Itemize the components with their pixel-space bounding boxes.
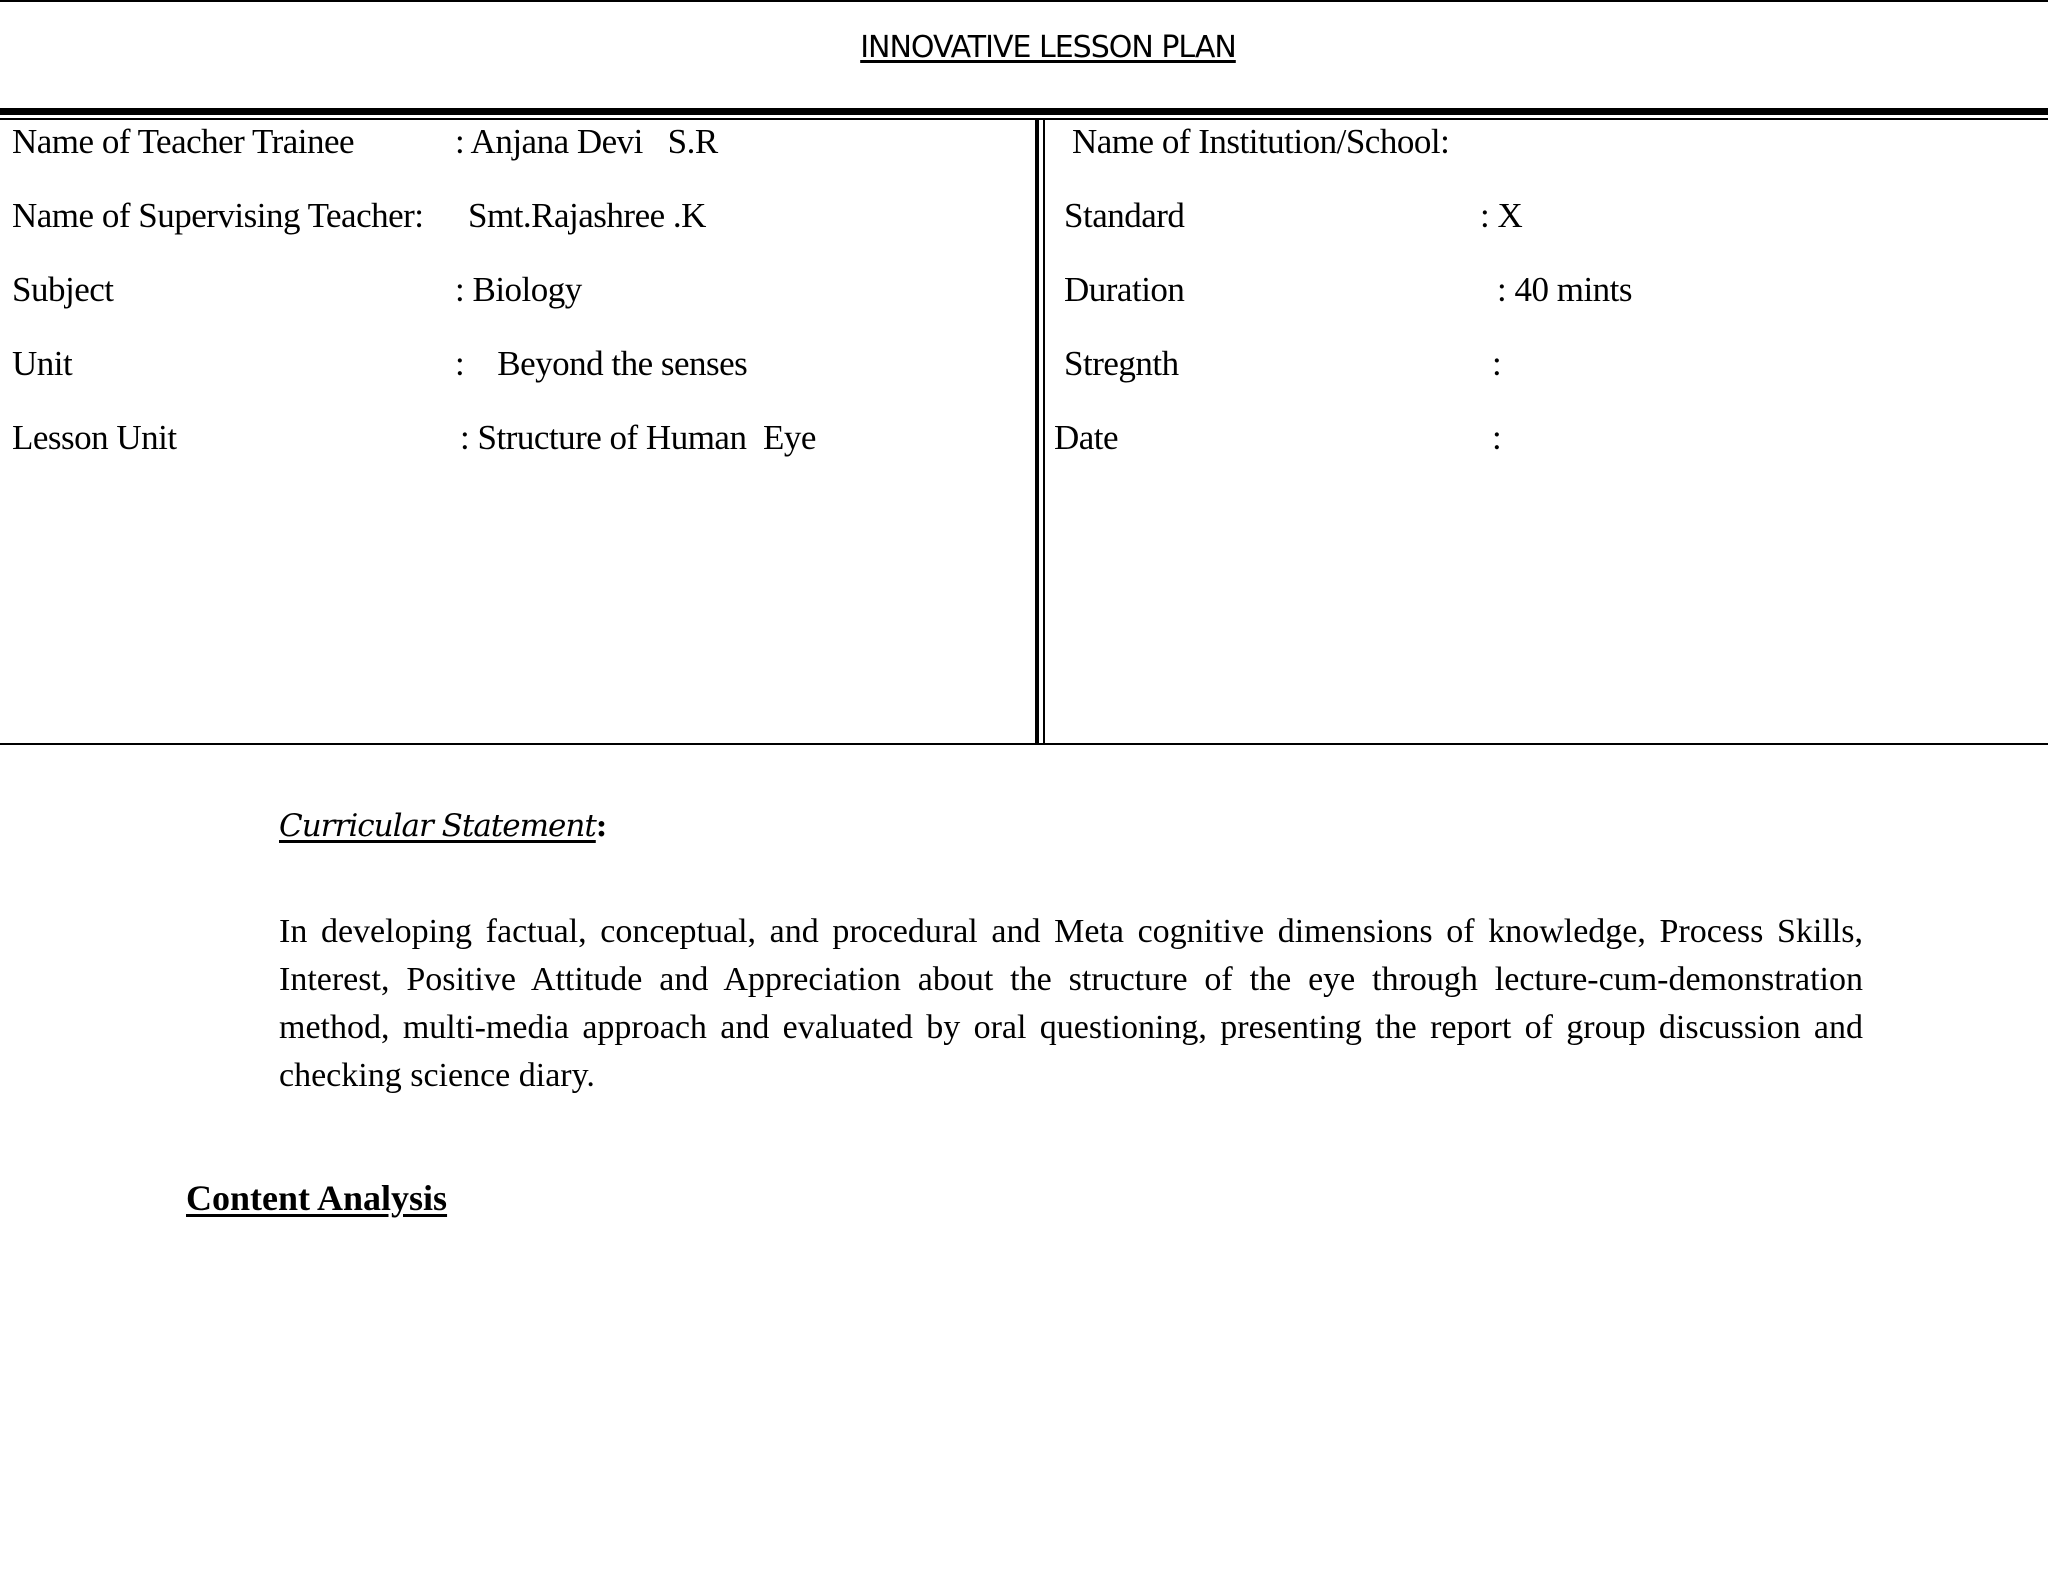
standard-value: : X xyxy=(1480,196,1523,235)
column-divider xyxy=(1035,118,1039,744)
teacher-trainee-label: Name of Teacher Trainee xyxy=(12,122,355,161)
standard-label: Standard xyxy=(1064,196,1185,235)
strength-label: Stregnth xyxy=(1064,344,1179,383)
column-divider-inner xyxy=(1043,118,1045,744)
unit-label: Unit xyxy=(12,344,73,383)
unit-value: : Beyond the senses xyxy=(455,344,748,383)
lesson-unit-value: : Structure of Human Eye xyxy=(460,418,816,457)
supervising-teacher-label: Name of Supervising Teacher: xyxy=(12,196,424,235)
curricular-statement-colon: : xyxy=(595,808,607,844)
subject-label: Subject xyxy=(12,270,114,309)
content-analysis-heading: Content Analysis xyxy=(186,1178,448,1218)
date-label: Date xyxy=(1054,418,1119,457)
supervising-teacher-value: Smt.Rajashree .K xyxy=(468,196,706,235)
lesson-unit-label: Lesson Unit xyxy=(12,418,177,457)
top-rule xyxy=(0,0,2048,2)
subject-value: : Biology xyxy=(455,270,582,309)
curricular-statement-text: In developing factual, conceptual, and procedural and Meta cognitive dimensions of knowledge, Process Skills, Interest, Positive Attitude and Appreciation about the structure of the eye through lecture-cum-demonstration method, multi-media approach and evaluated by oral questioning, presenting the report of group discussion and checking science diary. xyxy=(279,913,1863,1094)
duration-value: : 40 mints xyxy=(1497,270,1633,309)
institution-label: Name of Institution/School: xyxy=(1072,122,1450,161)
teacher-trainee-value: : Anjana Devi S.R xyxy=(455,122,718,161)
table-bottom-rule xyxy=(0,743,2048,745)
strength-value: : xyxy=(1492,344,1502,383)
header-thick-rule xyxy=(0,108,2048,115)
date-value: : xyxy=(1492,418,1502,457)
curricular-statement-title: Curricular Statement xyxy=(279,808,596,844)
header-thin-rule xyxy=(0,118,2048,120)
duration-label: Duration xyxy=(1064,270,1185,309)
curricular-statement-heading xyxy=(279,808,606,844)
document-title: INNOVATIVE LESSON PLAN xyxy=(860,30,1236,65)
